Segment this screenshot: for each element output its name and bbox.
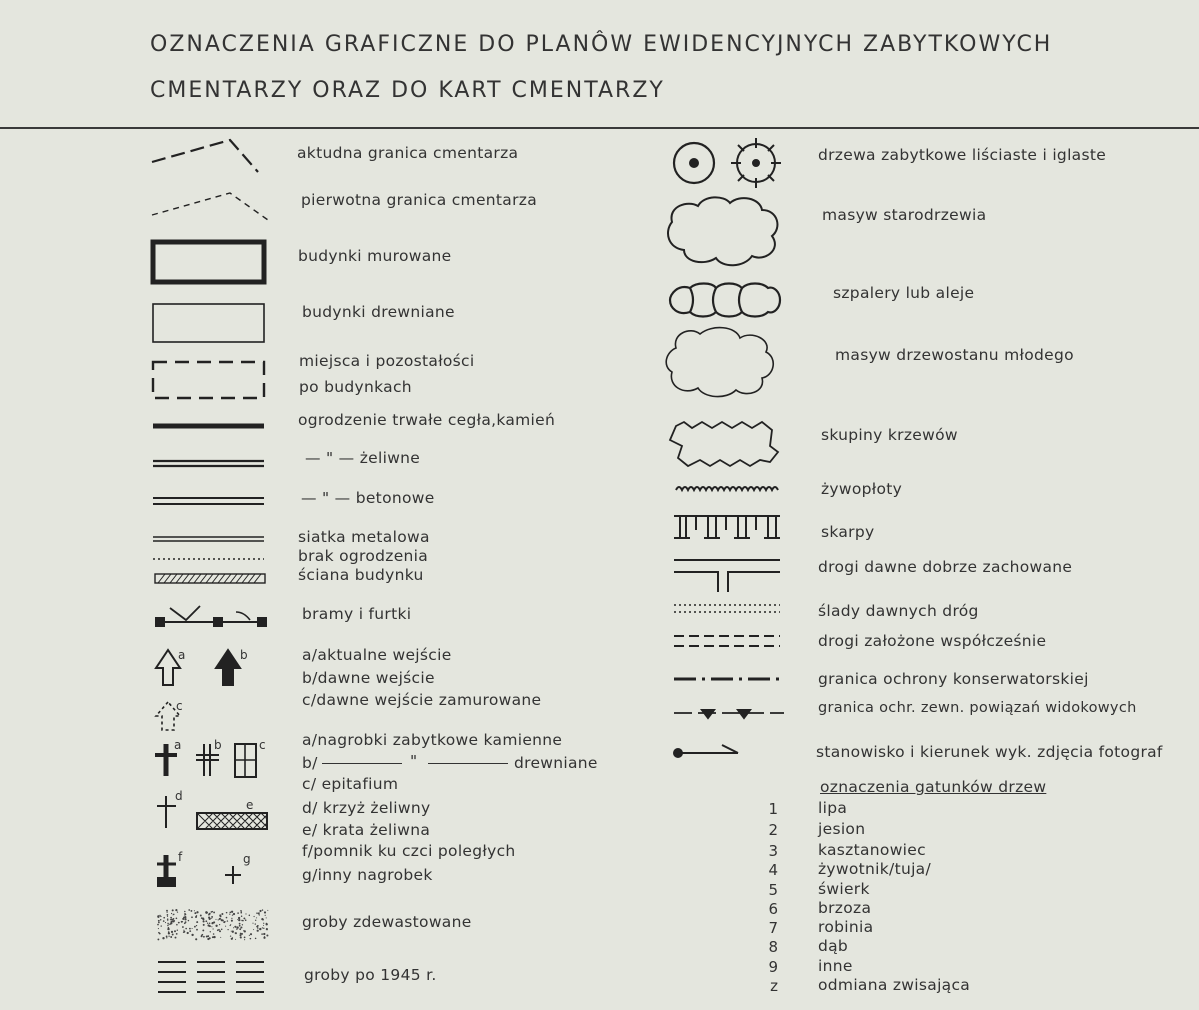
label-devastated-graves: groby zdewastowane	[302, 913, 472, 931]
species-heading: oznaczenia gatunków drzew	[820, 778, 1047, 796]
legend-title-line-2: CMENTARZY ORAZ DO KART CMENTARZY	[150, 78, 665, 103]
species-number: 5	[768, 881, 778, 899]
label-wooden-graves: drewniane	[514, 754, 598, 772]
sup-d: d	[175, 789, 183, 803]
sup-b-grave: b	[214, 738, 222, 752]
masonry-building-symbol	[153, 242, 264, 282]
label-wooden-graves-prefix: b/	[302, 754, 318, 772]
original-boundary-symbol	[152, 193, 268, 220]
species-name: brzoza	[818, 899, 872, 917]
entrance-current-symbol	[156, 650, 180, 685]
label-conservation-border: granica ochrony konserwatorskiej	[818, 670, 1089, 688]
entrance-former-symbol	[216, 650, 240, 685]
species-name: odmiana zwisająca	[818, 976, 971, 994]
legend-title-line-1: OZNACZENIA GRAFICZNE DO PLANÔW EWIDENCYJNYCH ZABYTKOWYCH	[150, 32, 1053, 57]
species-name: robinia	[818, 918, 874, 936]
label-alleys: szpalery lub aleje	[833, 284, 975, 302]
sup-b-entrance: b	[240, 648, 248, 662]
monument-symbol	[157, 855, 176, 886]
species-name: lipa	[818, 799, 848, 817]
species-number: 3	[768, 842, 778, 860]
label-epitaph: c/ epitafium	[302, 775, 399, 793]
sup-a-entrance: a	[178, 648, 186, 662]
label-current-boundary: aktudna granica cmentarza	[297, 144, 519, 162]
species-number: 1	[768, 800, 778, 818]
label-shrubs: skupiny krzewów	[821, 426, 958, 444]
label-photo-position: stanowisko i kierunek wyk. zdjęcia fotograf	[816, 743, 1163, 761]
photo-position-symbol	[674, 745, 738, 757]
historic-trees-symbol	[674, 138, 781, 188]
species-name: świerk	[818, 880, 870, 898]
species-number: 7	[768, 919, 778, 937]
label-wooden-graves-ditto: "	[410, 752, 418, 770]
current-boundary-symbol	[152, 140, 258, 172]
label-iron-grate: e/ krata żeliwna	[302, 821, 431, 839]
label-no-fence: brak ogrodzenia	[298, 547, 429, 565]
species-name: dąb	[818, 937, 849, 955]
sup-c-entrance: c	[176, 699, 183, 713]
label-old-stand: masyw starodrzewia	[822, 206, 987, 224]
label-wooden-buildings: budynki drewniane	[302, 303, 455, 321]
iron-cross-symbol	[157, 796, 176, 828]
young-stand-symbol	[666, 328, 773, 397]
label-graves-after-1945: groby po 1945 r.	[304, 966, 437, 984]
label-escarpments: skarpy	[821, 523, 875, 541]
hedges-symbol	[676, 487, 778, 490]
ditto-line-1	[322, 763, 402, 764]
iron-fence-symbol	[153, 461, 264, 466]
shrubs-symbol	[670, 422, 778, 466]
sup-c-grave: c	[259, 738, 266, 752]
label-old-road-traces: ślady dawnych dróg	[818, 602, 979, 620]
species-name: żywotnik/tuja/	[818, 860, 932, 878]
label-masonry-buildings: budynki murowane	[298, 247, 452, 265]
label-building-remains-1: miejsca i pozostałości	[299, 352, 475, 370]
label-hedges: żywopłoty	[821, 480, 903, 498]
species-name: jesion	[818, 820, 866, 838]
graves-after-1945-symbol	[158, 962, 264, 992]
mesh-fence-symbol	[153, 537, 264, 541]
label-concrete-fence: — " — betonowe	[301, 489, 435, 507]
old-roads-symbol	[674, 560, 780, 592]
label-monument: f/pomnik ku czci poległych	[302, 842, 516, 860]
modern-roads-symbol	[674, 636, 780, 646]
ditto-line-2	[428, 763, 508, 764]
species-number: 2	[768, 821, 778, 839]
label-old-roads: drogi dawne dobrze zachowane	[818, 558, 1073, 576]
species-name: kasztanowiec	[818, 841, 926, 859]
sup-f: f	[178, 850, 183, 864]
old-road-traces-symbol	[674, 605, 780, 612]
sup-a-grave: a	[174, 738, 182, 752]
escarpments-symbol	[674, 516, 780, 538]
label-building-remains-2: po budynkach	[299, 378, 412, 396]
gates-symbol	[156, 606, 266, 626]
label-mesh-fence: siatka metalowa	[298, 528, 430, 546]
concrete-fence-symbol	[153, 498, 264, 504]
label-permanent-fence: ogrodzenie trwałe cegła,kamień	[298, 411, 556, 429]
label-entrance-current: a/aktualne wejście	[302, 646, 452, 664]
label-building-wall: ściana budynku	[298, 566, 424, 584]
label-gates: bramy i furtki	[302, 605, 412, 623]
label-view-border: granica ochr. zewn. powiązań widokowych	[818, 700, 1137, 716]
label-entrance-bricked: c/dawne wejście zamurowane	[302, 691, 542, 709]
label-entrance-former: b/dawne wejście	[302, 669, 435, 687]
epitaph-symbol	[235, 744, 256, 777]
sup-g: g	[243, 852, 251, 866]
species-name: inne	[818, 957, 853, 975]
label-young-stand: masyw drzewostanu młodego	[835, 346, 1074, 364]
devastated-graves-symbol	[157, 909, 268, 940]
building-remains-symbol	[153, 362, 264, 398]
alleys-symbol	[670, 284, 780, 317]
label-iron-fence: — " — żeliwne	[305, 449, 421, 467]
label-historic-trees: drzewa zabytkowe liściaste i iglaste	[818, 146, 1107, 164]
wooden-building-symbol	[153, 304, 264, 342]
view-border-symbol	[674, 710, 784, 718]
species-number: 6	[768, 900, 778, 918]
species-number: 8	[768, 938, 778, 956]
label-iron-cross: d/ krzyż żeliwny	[302, 799, 431, 817]
old-stand-symbol	[668, 197, 777, 265]
label-original-boundary: pierwotna granica cmentarza	[301, 191, 537, 209]
label-modern-roads: drogi założone współcześnie	[818, 632, 1047, 650]
species-number: 4	[768, 861, 778, 879]
other-grave-symbol	[225, 866, 241, 884]
label-other-grave: g/inny nagrobek	[302, 866, 433, 884]
species-number: z	[770, 977, 778, 995]
label-stone-graves: a/nagrobki zabytkowe kamienne	[302, 731, 563, 749]
species-number: 9	[768, 958, 778, 976]
building-wall-hatch	[158, 574, 261, 583]
iron-grate-symbol	[197, 813, 267, 829]
sup-e: e	[246, 798, 254, 812]
